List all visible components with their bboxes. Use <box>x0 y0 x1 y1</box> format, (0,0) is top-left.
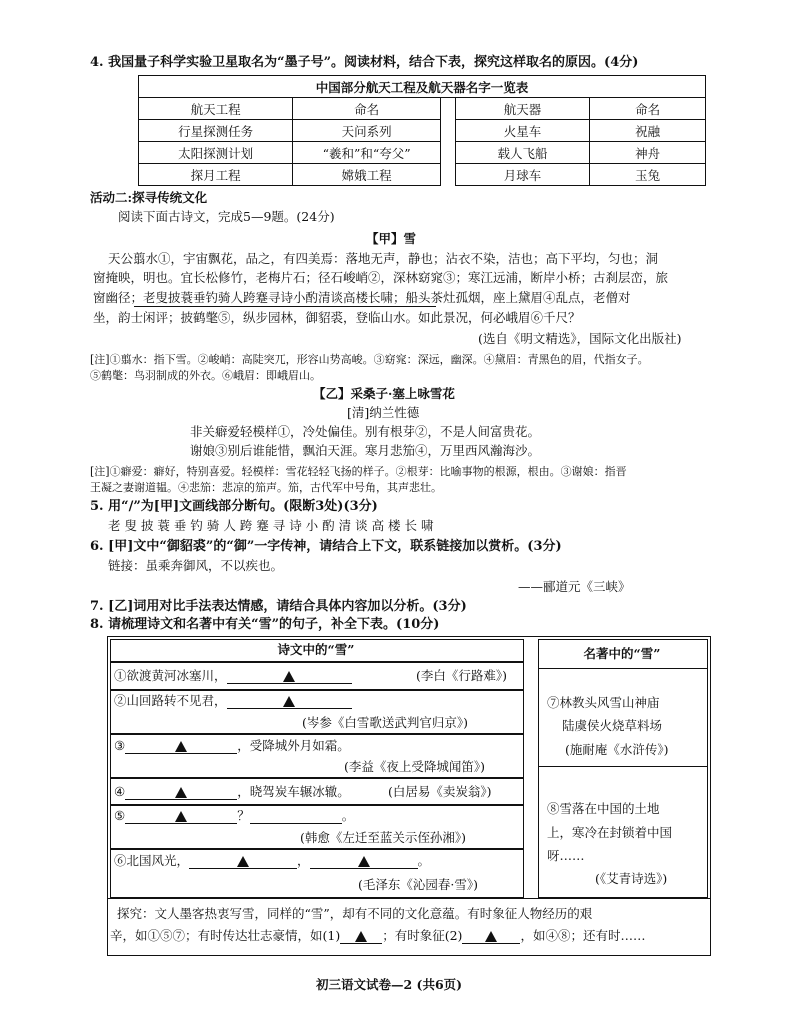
yi-title: 【乙】采桑子·塞上咏雪花 <box>313 386 455 401</box>
answer-blank[interactable] <box>310 854 418 869</box>
q5-text: 5. 用“/”为[甲]文画线部分断句。(限断3处)(3分) <box>90 499 378 514</box>
answer-blank[interactable] <box>125 739 237 754</box>
answer-blank[interactable] <box>125 809 237 824</box>
q8-src-4: (白居易《卖炭翁》) <box>388 784 492 799</box>
table-cell: 玉兔 <box>590 164 706 186</box>
yi-line: 非关癖爱轻模样①，冷处偏佳。别有根芽②，不是人间富贵花。 <box>190 424 541 439</box>
table-header: 航天器 <box>455 98 589 120</box>
page-footer: 初三语文试卷—2 (共6页) <box>316 977 463 992</box>
table-row <box>139 164 706 186</box>
spaceflight-table <box>138 75 706 186</box>
jia-line: 窗幽径；老叟披蓑垂钓骑人跨蹇寻诗小酌清谈高楼长啸；船头茶灶孤烟，座上黛眉④乱点，老僧对 <box>93 290 631 305</box>
triangle-marker-icon <box>237 856 249 867</box>
jia-underline <box>134 306 436 307</box>
q8-right-header: 名著中的“雪” <box>583 646 661 661</box>
q8-row-1: ①欲渡黄河冰塞川， <box>114 668 352 684</box>
yi-author: [清]纳兰性德 <box>347 405 420 420</box>
table-cell: 祝融 <box>590 120 706 142</box>
table-cell: 嫦娥工程 <box>293 164 441 186</box>
q8-row-6: ⑥北国风光， ， 。 <box>114 853 431 868</box>
jia-line: 坐，韵士闲评；披鹤氅⑤，纵步园林，御貂裘，登临山水。如此景况，何必峨眉⑥千尺？ <box>93 310 581 325</box>
jia-title: 【甲】雪 <box>366 231 417 246</box>
q7-text: 7. [乙]词用对比手法表达情感，请结合具体内容加以分析。(3分) <box>90 599 467 614</box>
triangle-marker-icon <box>175 741 187 752</box>
q8-src-2: (岑参《白雪歌送武判官归京》) <box>302 715 469 730</box>
triangle-marker-icon <box>283 696 295 707</box>
m7-source: (施耐庵《水浒传》) <box>565 742 669 757</box>
yi-note: 王凝之妻谢道韫。④悲笳：悲凉的笳声。笳，古代军中号角，其声悲壮。 <box>90 481 442 494</box>
m7-line: 陆虞侯火烧草料场 <box>562 718 663 733</box>
answer-blank[interactable] <box>227 694 352 709</box>
table-header: 命名 <box>293 98 441 120</box>
q8-row-5: ⑤ ？ 。 <box>114 808 355 823</box>
table-cell: 行星探测任务 <box>139 120 293 142</box>
q8-src-1: (李白《行路难》) <box>416 668 508 683</box>
q6-link-source: ——郦道元《三峡》 <box>518 579 631 594</box>
m8-line: 上，寒冷在封锁着中国 <box>547 825 673 840</box>
m8-line: ⑧雪落在中国的土地 <box>547 801 660 816</box>
table-cell: 载人飞船 <box>455 142 589 164</box>
activity-title: 活动二:探寻传统文化 <box>90 190 208 205</box>
answer-blank[interactable] <box>250 809 342 824</box>
triangle-marker-icon <box>283 671 295 682</box>
q8-row-4: ④ ，晓驾炭车辗冰辙。 <box>114 784 350 799</box>
answer-blank[interactable] <box>227 669 352 684</box>
jia-line: 窗掩映，明也。宜长松修竹，老梅片石；径石峻峭②，深林窈窕③；寒江远浦，断岸小桥；古刹层峦，旅 <box>93 270 669 285</box>
jia-line: 天公翦水①，宇宙飘花，品之，有四美焉：落地无声，静也；沾衣不染，洁也；高下平均，匀也；洞 <box>108 251 659 266</box>
triangle-marker-icon <box>358 856 370 867</box>
triangle-marker-icon <box>355 931 367 942</box>
q8-src-3: (李益《夜上受降城闻笛》) <box>344 759 486 774</box>
q8-src-5: (韩愈《左迁至蓝关示侄孙湘》) <box>300 830 467 845</box>
table-cell: 神舟 <box>590 142 706 164</box>
table-row <box>139 142 706 164</box>
table-cell: 月球车 <box>455 164 589 186</box>
activity-intro: 阅读下面古诗文，完成5—9题。(24分) <box>118 209 335 224</box>
table-title: 中国部分航天工程及航天器名字一览表 <box>139 76 706 98</box>
q8-explore-1: 探究：文人墨客热衷写雪，同样的“雪”，却有不同的文化意蕴。有时象征人物经历的艰 <box>117 906 593 921</box>
table-cell: “羲和”和“夸父” <box>293 142 441 164</box>
jia-note: ⑤鹤氅：鸟羽制成的外衣。⑥峨眉：即峨眉山。 <box>90 369 321 382</box>
triangle-marker-icon <box>485 931 497 942</box>
m8-source: (《艾青诗选》) <box>595 871 668 886</box>
q8-explore-2: 辛，如①⑤⑦；有时传达壮志豪情，如(1) ；有时象征(2) ，如④⑧；还有时…… <box>110 928 646 943</box>
table-cell: 探月工程 <box>139 164 293 186</box>
table-row <box>139 120 706 142</box>
table-header: 命名 <box>590 98 706 120</box>
yi-line: 谢娘③别后谁能惜，飘泊天涯。寒月悲笳④，万里西风瀚海沙。 <box>190 443 541 458</box>
table-cell: 太阳探测计划 <box>139 142 293 164</box>
q8-src-6: (毛泽东《沁园春·雪》) <box>358 877 478 892</box>
yi-note: [注]①癖爱：癖好，特别喜爱。轻模样：雪花轻轻飞扬的样子。②根芽：比喻事物的根源，根由。③谢娘：指晋 <box>90 465 627 478</box>
table-header: 航天工程 <box>139 98 293 120</box>
q4-text: 4. 我国量子科学实验卫星取名为“墨子号”。阅读材料，结合下表，探究这样取名的原因。(4分) <box>90 55 639 70</box>
answer-blank[interactable] <box>125 785 237 800</box>
triangle-marker-icon <box>175 811 187 822</box>
q8-left-header: 诗文中的“雪” <box>277 642 355 657</box>
m7-line: ⑦林教头风雪山神庙 <box>547 695 660 710</box>
table-cell: 天问系列 <box>293 120 441 142</box>
answer-blank[interactable] <box>462 929 520 944</box>
triangle-marker-icon <box>175 787 187 798</box>
q6-text: 6. [甲]文中“御貂裘”的“御”一字传神，请结合上下文，联系链接加以赏析。(3分) <box>90 539 562 554</box>
table-cell: 火星车 <box>455 120 589 142</box>
answer-blank[interactable] <box>189 854 297 869</box>
q6-link: 链接：虽乘奔御风，不以疾也。 <box>108 558 284 573</box>
m8-line: 呀…… <box>547 848 585 863</box>
q8-row-3: ③ ，受降城外月如霜。 <box>114 738 350 753</box>
q8-row-2: ②山回路转不见君， <box>114 693 352 709</box>
jia-source: (选自《明文精选》，国际文化出版社) <box>478 331 682 346</box>
answer-blank[interactable] <box>340 929 382 944</box>
q8-text: 8. 请梳理诗文和名著中有关“雪”的句子，补全下表。(10分) <box>90 617 440 632</box>
q5-sentence: 老 叟 披 蓑 垂 钓 骑 人 跨 蹇 寻 诗 小 酌 清 谈 高 楼 长 啸 <box>108 518 434 533</box>
jia-note: [注]①翦水：指下雪。②峻峭：高陡突兀，形容山势高峻。③窈窕：深远，幽深。④黛眉：青黑色的眉，代指女子。 <box>90 353 649 366</box>
